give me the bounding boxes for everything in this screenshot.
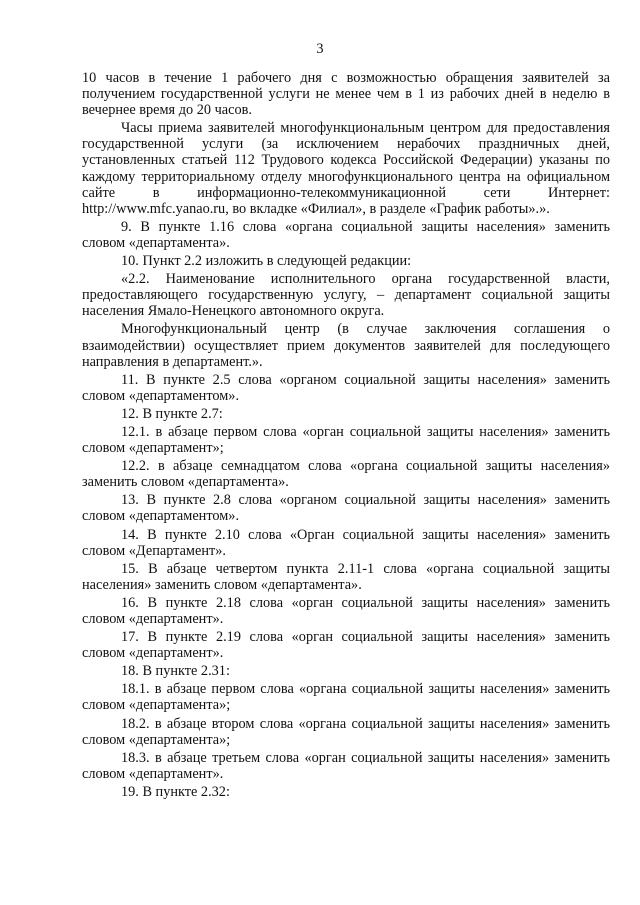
paragraph: 19. В пункте 2.32:: [121, 783, 230, 800]
paragraph: 18.3. в абзаце третьем слова «орган социальной защиты населения» заменить словом «департамент».: [82, 749, 610, 782]
paragraph: 18.1. в абзаце первом слова «органа социальной защиты населения» заменить словом «департамента»;: [82, 681, 610, 714]
paragraph: 16. В пункте 2.18 слова «орган социальной защиты населения» заменить словом «департамент».: [82, 594, 610, 627]
paragraph: 12.2. в абзаце семнадцатом слова «органа социальной защиты населения» заменить словом «департамента».: [82, 458, 610, 491]
paragraph: 18. В пункте 2.31:: [121, 663, 230, 680]
paragraph: 9. В пункте 1.16 слова «органа социальной защиты населения» заменить словом «департамента».: [82, 218, 610, 251]
paragraph: 10. Пункт 2.2 изложить в следующей редакции:: [121, 253, 412, 270]
paragraph: Многофункциональный центр (в случае заключения соглашения о взаимодействии) осуществляет прием документов заявителей для последующего направления в департамент.».: [82, 321, 610, 370]
document-body: [82, 70, 610, 802]
paragraph: 13. В пункте 2.8 слова «органом социальной защиты населения» заменить словом «департаментом».: [82, 492, 610, 525]
paragraph: «2.2. Наименование исполнительного органа государственной власти, предоставляющего государственную услугу, – департамент социальной защиты населения Ямало-Ненецкого автономного округа.: [82, 271, 610, 320]
paragraph: Часы приема заявителей многофункциональным центром для предоставления государственной услуги (за исключением нерабочих праздничных дней, установленных статьей 112 Трудового кодекса Российской Федерации) указаны по каждому территориальному отделу многофункционального центра на официальном сайте в информационно-телекоммуникационной сети Интернет: http://www.mfc.yanao.ru, во вкладке «Филиал», в разделе «График работы».».: [82, 120, 610, 217]
paragraph: 12. В пункте 2.7:: [121, 405, 223, 422]
paragraph: 15. В абзаце четвертом пункта 2.11-1 слова «органа социальной защиты населения» заменить словом «департамента».: [82, 560, 610, 593]
paragraph: 14. В пункте 2.10 слова «Орган социальной защиты населения» заменить словом «Департамент».: [82, 526, 610, 559]
paragraph: 11. В пункте 2.5 слова «органом социальной защиты населения» заменить словом «департаментом».: [82, 371, 610, 404]
page-number: 3: [316, 41, 324, 57]
paragraph: 12.1. в абзаце первом слова «орган социальной защиты населения» заменить словом «департамент»;: [82, 423, 610, 457]
paragraph: 17. В пункте 2.19 слова «орган социальной защиты населения» заменить словом «департамент».: [82, 629, 610, 662]
paragraph: 10 часов в течение 1 рабочего дня с возможностью обращения заявителей за получением государственной услуги не менее чем в 1 из рабочих дней в неделю в вечернее время до 20 часов.: [82, 70, 610, 119]
paragraph: 18.2. в абзаце втором слова «органа социальной защиты населения» заменить словом «департамента»;: [82, 715, 610, 748]
